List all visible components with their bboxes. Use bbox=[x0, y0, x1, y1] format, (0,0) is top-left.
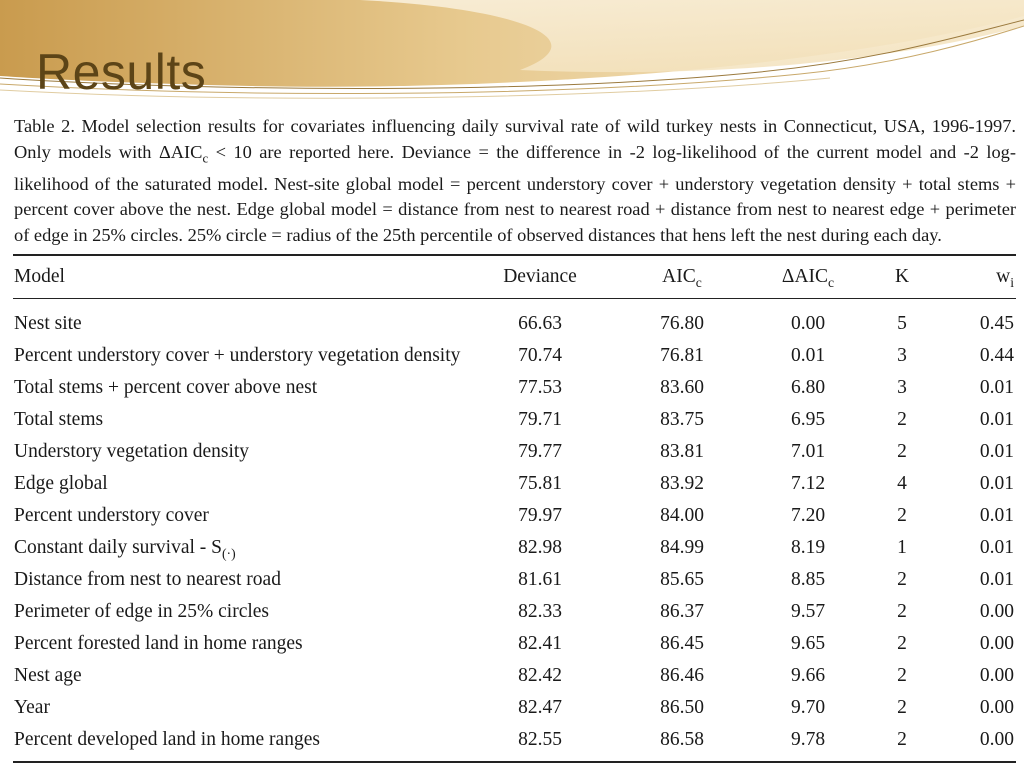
row-weight-text: 0.00 bbox=[979, 697, 1014, 718]
row-model bbox=[14, 596, 269, 628]
table-row bbox=[14, 532, 1014, 564]
row-delta-aic bbox=[768, 660, 848, 692]
row-weight-text: 0.01 bbox=[979, 377, 1014, 398]
row-k-text: 5 bbox=[897, 313, 907, 334]
row-aic bbox=[642, 532, 722, 564]
row-model-text: Year bbox=[14, 697, 50, 718]
row-aic-text: 84.99 bbox=[660, 537, 704, 558]
row-k bbox=[874, 436, 930, 468]
row-aic-text: 84.00 bbox=[660, 505, 704, 526]
row-delta-aic-text: 8.19 bbox=[790, 537, 826, 558]
row-delta-aic-text: 6.80 bbox=[790, 377, 826, 398]
row-weight bbox=[944, 340, 1014, 372]
header-delta-aic-sub: c bbox=[828, 274, 835, 290]
row-k-text: 3 bbox=[897, 377, 907, 398]
table-header-row bbox=[14, 260, 1014, 294]
header-aic-sub: c bbox=[695, 274, 702, 290]
table-row bbox=[14, 372, 1014, 404]
row-deviance-text: 77.53 bbox=[518, 377, 562, 398]
row-model-text: Nest age bbox=[14, 665, 82, 686]
row-model-text: Percent forested land in home ranges bbox=[14, 633, 303, 654]
table-row bbox=[14, 500, 1014, 532]
header-delta-aic bbox=[768, 260, 848, 300]
row-aic-text: 86.58 bbox=[660, 729, 704, 750]
row-k-text: 2 bbox=[897, 441, 907, 462]
row-delta-aic-text: 9.65 bbox=[790, 633, 826, 654]
row-delta-aic-text: 9.78 bbox=[790, 729, 826, 750]
row-deviance-text: 82.33 bbox=[518, 601, 562, 622]
row-model-text: Total stems bbox=[14, 409, 104, 430]
row-aic bbox=[642, 340, 722, 372]
row-deviance bbox=[500, 724, 580, 756]
row-k-text: 4 bbox=[897, 473, 907, 494]
table-row bbox=[14, 564, 1014, 596]
row-delta-aic bbox=[768, 308, 848, 340]
row-delta-aic-text: 9.66 bbox=[790, 665, 826, 686]
row-delta-aic-text: 7.12 bbox=[790, 473, 826, 494]
row-deviance bbox=[500, 468, 580, 500]
row-deviance-text: 79.71 bbox=[518, 409, 562, 430]
row-deviance bbox=[500, 340, 580, 372]
row-weight-text: 0.01 bbox=[979, 537, 1014, 558]
row-aic bbox=[642, 628, 722, 660]
row-weight bbox=[944, 436, 1014, 468]
row-aic-text: 83.75 bbox=[660, 409, 704, 430]
header-deviance: Deviance bbox=[503, 266, 577, 287]
row-k-text: 2 bbox=[897, 697, 907, 718]
table-row bbox=[14, 628, 1014, 660]
row-aic-text: 76.81 bbox=[660, 345, 704, 366]
row-weight bbox=[944, 404, 1014, 436]
table-top-rule bbox=[13, 254, 1016, 256]
row-weight-text: 0.01 bbox=[979, 569, 1014, 590]
row-aic bbox=[642, 436, 722, 468]
row-weight bbox=[944, 628, 1014, 660]
row-model bbox=[14, 436, 249, 468]
row-delta-aic bbox=[768, 724, 848, 756]
caption-text-1: Table 2. Model selection results for covariates influencing daily survival rate of wild turkey nests in Connecticut, USA, 1996-1997. Only models with ΔAIC bbox=[14, 116, 1016, 162]
row-model bbox=[14, 308, 82, 340]
row-delta-aic-text: 8.85 bbox=[790, 569, 826, 590]
row-aic bbox=[642, 372, 722, 404]
row-k bbox=[874, 500, 930, 532]
row-model bbox=[14, 628, 303, 660]
row-aic-text: 85.65 bbox=[660, 569, 704, 590]
row-model bbox=[14, 340, 460, 372]
row-weight-text: 0.45 bbox=[979, 313, 1014, 334]
row-deviance bbox=[500, 532, 580, 564]
row-k-text: 2 bbox=[897, 601, 907, 622]
row-model bbox=[14, 692, 50, 724]
row-model-text: Constant daily survival - S bbox=[14, 537, 222, 558]
row-deviance bbox=[500, 564, 580, 596]
row-delta-aic-text: 7.01 bbox=[790, 441, 826, 462]
row-k bbox=[874, 532, 930, 564]
row-delta-aic-text: 6.95 bbox=[790, 409, 826, 430]
row-k bbox=[874, 596, 930, 628]
row-model bbox=[14, 564, 281, 596]
header-aic-text: AIC bbox=[662, 266, 696, 287]
row-aic-text: 83.81 bbox=[660, 441, 704, 462]
row-deviance bbox=[500, 436, 580, 468]
header-model: Model bbox=[14, 266, 65, 287]
caption-subscript: c bbox=[202, 151, 209, 166]
row-k bbox=[874, 372, 930, 404]
row-deviance-text: 82.98 bbox=[518, 537, 562, 558]
row-model-text: Total stems + percent cover above nest bbox=[14, 377, 318, 398]
row-delta-aic bbox=[768, 372, 848, 404]
row-delta-aic-text: 9.57 bbox=[790, 601, 826, 622]
row-aic bbox=[642, 692, 722, 724]
row-delta-aic bbox=[768, 596, 848, 628]
table-header-rule bbox=[13, 298, 1016, 299]
row-deviance bbox=[500, 308, 580, 340]
row-weight-text: 0.44 bbox=[979, 345, 1014, 366]
row-deviance-text: 70.74 bbox=[518, 345, 562, 366]
row-delta-aic-text: 7.20 bbox=[790, 505, 826, 526]
row-deviance-text: 66.63 bbox=[518, 313, 562, 334]
table-row bbox=[14, 692, 1014, 724]
table-row bbox=[14, 340, 1014, 372]
row-deviance-text: 79.77 bbox=[518, 441, 562, 462]
row-delta-aic bbox=[768, 436, 848, 468]
row-model-text: Nest site bbox=[14, 313, 82, 334]
row-deviance-text: 79.97 bbox=[518, 505, 562, 526]
row-aic bbox=[642, 308, 722, 340]
row-deviance bbox=[500, 372, 580, 404]
row-aic-text: 86.45 bbox=[660, 633, 704, 654]
row-weight-text: 0.01 bbox=[979, 409, 1014, 430]
slide-title: Results bbox=[36, 44, 207, 100]
row-deviance-text: 82.42 bbox=[518, 665, 562, 686]
row-model-text: Perimeter of edge in 25% circles bbox=[14, 601, 270, 622]
row-aic bbox=[642, 468, 722, 500]
table-row bbox=[14, 724, 1014, 756]
row-model bbox=[14, 468, 108, 500]
row-k-text: 2 bbox=[897, 729, 907, 750]
row-aic bbox=[642, 564, 722, 596]
row-deviance bbox=[500, 596, 580, 628]
row-model bbox=[14, 372, 317, 404]
row-k-text: 2 bbox=[897, 505, 907, 526]
row-weight bbox=[944, 500, 1014, 532]
row-aic-text: 83.92 bbox=[660, 473, 704, 494]
row-delta-aic-text: 9.70 bbox=[790, 697, 826, 718]
row-aic-text: 76.80 bbox=[660, 313, 704, 334]
row-weight-text: 0.00 bbox=[979, 729, 1014, 750]
row-aic bbox=[642, 404, 722, 436]
header-w-sub: i bbox=[1010, 274, 1014, 290]
row-model-text: Understory vegetation density bbox=[14, 441, 250, 462]
row-weight-text: 0.01 bbox=[979, 441, 1014, 462]
row-deviance-text: 82.47 bbox=[518, 697, 562, 718]
header-w-text: w bbox=[996, 266, 1011, 287]
row-weight bbox=[944, 308, 1014, 340]
table-row bbox=[14, 404, 1014, 436]
row-weight bbox=[944, 532, 1014, 564]
row-model bbox=[14, 500, 209, 532]
row-weight-text: 0.01 bbox=[979, 473, 1014, 494]
table-row bbox=[14, 660, 1014, 692]
row-delta-aic bbox=[768, 500, 848, 532]
row-k-text: 2 bbox=[897, 569, 907, 590]
table-row bbox=[14, 436, 1014, 468]
row-aic bbox=[642, 500, 722, 532]
header-w bbox=[944, 260, 1014, 300]
row-k-text: 1 bbox=[897, 537, 907, 558]
caption-text-2: < 10 are reported here. Deviance = the difference in -2 log-likelihood of the current model and -2 log-likelihood of the saturated model. Nest-site global model = percent understory cover + understory vegetation density + total stems + percent cover above the nest. Edge global model = distance from nest to nearest road + distance from nest to nearest edge + perimeter of edge in 25% circles. 25% circle = radius of the 25th percentile of observed distances that hens left the nest during each day. bbox=[14, 141, 1016, 245]
row-delta-aic bbox=[768, 628, 848, 660]
row-deviance bbox=[500, 692, 580, 724]
row-weight bbox=[944, 660, 1014, 692]
row-k bbox=[874, 564, 930, 596]
row-deviance bbox=[500, 404, 580, 436]
row-deviance bbox=[500, 628, 580, 660]
row-aic-text: 86.50 bbox=[660, 697, 704, 718]
row-weight bbox=[944, 468, 1014, 500]
header-aic bbox=[642, 260, 722, 300]
row-k-text: 2 bbox=[897, 665, 907, 686]
table-row bbox=[14, 596, 1014, 628]
row-weight-text: 0.00 bbox=[979, 633, 1014, 654]
row-weight bbox=[944, 564, 1014, 596]
row-k-text: 2 bbox=[897, 409, 907, 430]
row-aic-text: 83.60 bbox=[660, 377, 704, 398]
row-k bbox=[874, 468, 930, 500]
model-selection-table bbox=[14, 260, 1014, 750]
row-delta-aic-text: 0.00 bbox=[790, 313, 826, 334]
row-k bbox=[874, 308, 930, 340]
row-weight bbox=[944, 724, 1014, 756]
row-weight bbox=[944, 692, 1014, 724]
row-aic-text: 86.37 bbox=[660, 601, 704, 622]
row-model bbox=[14, 660, 82, 692]
row-k bbox=[874, 340, 930, 372]
row-deviance-text: 81.61 bbox=[518, 569, 562, 590]
row-deviance bbox=[500, 660, 580, 692]
row-model-text: Distance from nest to nearest road bbox=[14, 569, 281, 590]
row-aic bbox=[642, 596, 722, 628]
row-k bbox=[874, 724, 930, 756]
header-delta-aic-text: ΔAIC bbox=[781, 266, 829, 287]
row-model bbox=[14, 724, 320, 756]
row-delta-aic bbox=[768, 692, 848, 724]
row-delta-aic bbox=[768, 532, 848, 564]
row-k bbox=[874, 628, 930, 660]
row-weight-text: 0.00 bbox=[979, 601, 1014, 622]
table-bottom-rule bbox=[13, 761, 1016, 763]
row-weight bbox=[944, 596, 1014, 628]
row-aic bbox=[642, 724, 722, 756]
row-model-subscript: (·) bbox=[222, 545, 236, 561]
row-model-text: Percent understory cover bbox=[14, 505, 209, 526]
row-deviance bbox=[500, 500, 580, 532]
row-k bbox=[874, 692, 930, 724]
row-delta-aic bbox=[768, 340, 848, 372]
row-delta-aic bbox=[768, 404, 848, 436]
table-body bbox=[14, 308, 1014, 756]
row-model-text: Percent developed land in home ranges bbox=[14, 729, 320, 750]
table-row bbox=[14, 468, 1014, 500]
header-k: K bbox=[894, 266, 910, 287]
row-delta-aic bbox=[768, 468, 848, 500]
row-model bbox=[14, 404, 103, 436]
row-deviance-text: 75.81 bbox=[518, 473, 562, 494]
row-aic-text: 86.46 bbox=[660, 665, 704, 686]
row-k-text: 3 bbox=[897, 345, 907, 366]
table-row bbox=[14, 308, 1014, 340]
row-k bbox=[874, 660, 930, 692]
row-deviance-text: 82.55 bbox=[518, 729, 562, 750]
row-aic bbox=[642, 660, 722, 692]
row-weight-text: 0.00 bbox=[979, 665, 1014, 686]
row-k bbox=[874, 404, 930, 436]
row-weight bbox=[944, 372, 1014, 404]
row-deviance-text: 82.41 bbox=[518, 633, 562, 654]
row-model-text: Edge global bbox=[14, 473, 108, 494]
row-model-text: Percent understory cover + understory vegetation density bbox=[14, 345, 461, 366]
row-weight-text: 0.01 bbox=[979, 505, 1014, 526]
row-delta-aic bbox=[768, 564, 848, 596]
row-k-text: 2 bbox=[897, 633, 907, 654]
row-delta-aic-text: 0.01 bbox=[790, 345, 826, 366]
table-caption bbox=[14, 114, 1016, 248]
